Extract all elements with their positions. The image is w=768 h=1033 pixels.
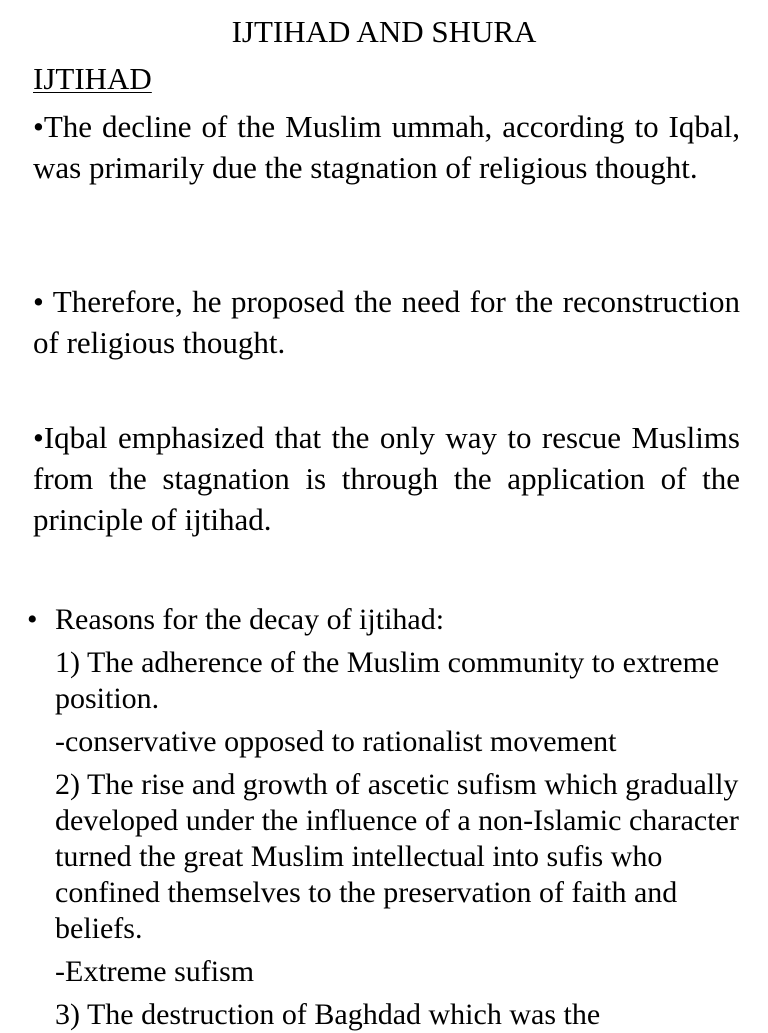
reason-note-sufism: -Extreme sufism — [55, 955, 255, 988]
paragraph-ijtihad-application: •Iqbal emphasized that the only way to rescue Muslims from the stagnation is through the application of the principle of ijtihad. — [33, 420, 740, 537]
bullet-icon: • — [27, 603, 38, 636]
reasons-list — [27, 602, 747, 1033]
reason-item-3: 3) The destruction of Baghdad which was the — [55, 998, 601, 1031]
reason-note-conservative: -conservative opposed to rationalist movement — [55, 725, 617, 758]
section-heading-ijtihad: IJTIHAD — [33, 61, 152, 96]
document-title: IJTIHAD AND SHURA — [231, 14, 537, 49]
paragraph-decline: •The decline of the Muslim ummah, according to Iqbal, was primarily due the stagnation of religious thought. — [33, 109, 740, 185]
reason-item-2: 2) The rise and growth of ascetic sufism which gradually developed under the influence of a non-Islamic character turned the great Muslim intellectual into sufis who confined themselves to the preservation of faith and beliefs. — [55, 768, 739, 945]
reasons-heading-row — [27, 602, 747, 638]
reasons-heading: Reasons for the decay of ijtihad: — [55, 603, 445, 636]
reason-item-1: 1) The adherence of the Muslim community to extreme position. — [55, 646, 720, 715]
paragraph-reconstruction: • Therefore, he proposed the need for the reconstruction of religious thought. — [33, 284, 740, 360]
